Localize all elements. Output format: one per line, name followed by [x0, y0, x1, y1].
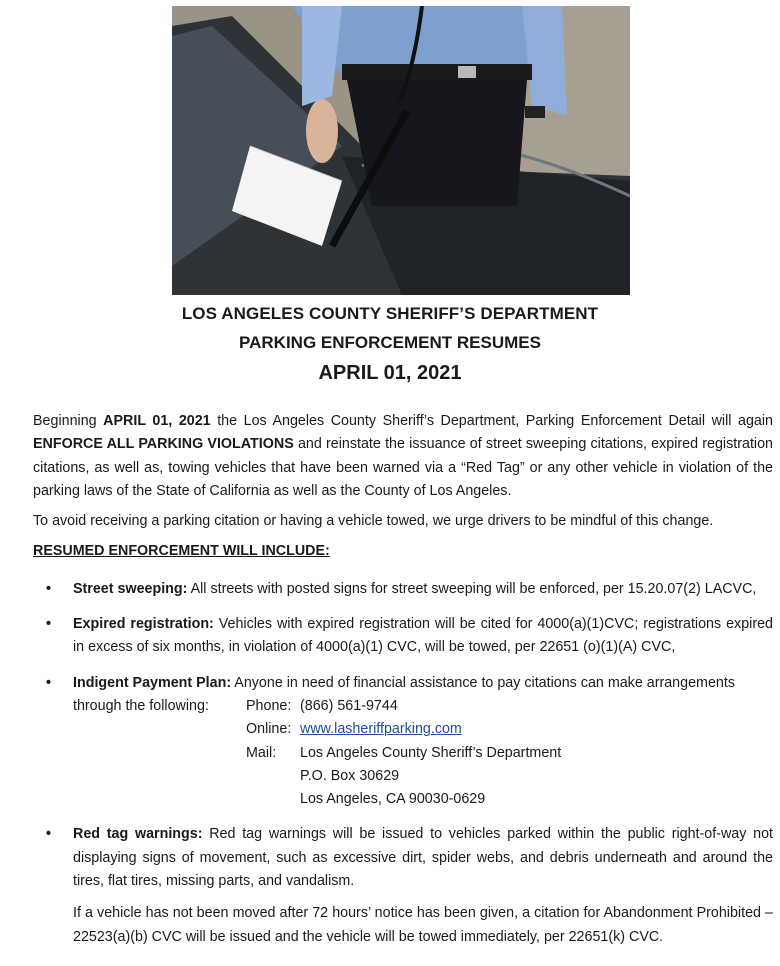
- red-tag-paragraph: [73, 823, 773, 893]
- list-item-red-tag: [33, 823, 773, 948]
- bullet-icon: •: [46, 616, 52, 633]
- mail-label: Mail:: [246, 744, 277, 761]
- officer-ticket-photo: [172, 6, 630, 295]
- payment-plan-intro: [73, 672, 773, 695]
- enforcement-list: [33, 578, 773, 949]
- street-sweeping-text: All streets with posted signs for street sweeping will be enforced, per 15.20.07(2) LACVC,: [187, 580, 757, 597]
- list-item-payment-plan: [33, 672, 773, 812]
- online-label: Online:: [246, 721, 292, 738]
- payment-contact-grid: [73, 695, 773, 811]
- photo-illustration: [172, 6, 630, 295]
- bullet-icon: •: [46, 580, 52, 597]
- list-item-street-sweeping: [33, 578, 773, 601]
- title-date: APRIL 01, 2021: [318, 362, 462, 384]
- payment-plan-text: Anyone in need of financial assistance to pay citations can make arrangements: [231, 674, 735, 691]
- title-department: LOS ANGELES COUNTY SHERIFF’S DEPARTMENT: [181, 304, 599, 323]
- intro-paragraph: [33, 410, 773, 503]
- title-enforcement: PARKING ENFORCEMENT RESUMES: [239, 333, 541, 352]
- intro-text-c: the Los Angeles County Sheriff’s Department, Parking Enforcement Detail will again: [210, 413, 773, 429]
- intro-text-a: Beginning: [33, 413, 104, 429]
- payment-plan-label: Indigent Payment Plan:: [73, 674, 232, 691]
- intro-text-e: and reinstate the issuance of street sweeping citations, expired registration citations, as well as, towing vehicles that have been warned via a “Red Tag” or any other vehicle in violation of the parking laws of the State of California as well as the County of Los Angeles.: [33, 436, 773, 499]
- street-sweeping-label: Street sweeping:: [73, 580, 188, 597]
- phone-label: Phone:: [246, 697, 292, 714]
- list-item-expired-registration: [33, 613, 773, 660]
- notice-body: [33, 410, 773, 949]
- warning-paragraph: To avoid receiving a parking citation or having a vehicle towed, we urge drivers to be mindful of this change.: [33, 513, 714, 530]
- expired-registration-label: Expired registration:: [73, 616, 214, 633]
- through-label: through the following:: [73, 697, 209, 714]
- bullet-icon: •: [46, 826, 52, 843]
- mail-address-line1: Los Angeles County Sheriff’s Department: [300, 744, 562, 761]
- abandonment-paragraph: If a vehicle has not been moved after 72 hours’ notice has been given, a citation for Abandonment Prohibited – 22523(a)(b) CVC will be issued and the vehicle will be towed immediately, per 22651(k) CVC.: [73, 905, 773, 945]
- intro-enforce-bold: ENFORCE ALL PARKING VIOLATIONS: [33, 436, 294, 453]
- expired-registration-text: Vehicles with expired registration will be cited for 4000(a)(1)CVC; registrations expired in excess of six months, in violation of 4000(a)(1) CVC, will be towed, per 22651 (o)(1)(A) CVC,: [73, 616, 773, 656]
- intro-date-bold: APRIL 01, 2021: [103, 413, 211, 429]
- bullet-icon: •: [46, 674, 52, 691]
- red-tag-label: Red tag warnings:: [73, 826, 203, 843]
- phone-number: (866) 561-9744: [300, 697, 398, 714]
- mail-address-line3: Los Angeles, CA 90030-0629: [300, 791, 486, 808]
- mail-address-line2: P.O. Box 30629: [300, 767, 400, 784]
- website-link[interactable]: www.lasheriffparking.com: [300, 721, 462, 738]
- red-tag-text: Red tag warnings will be issued to vehicles parked within the public right-of-way not displaying signs of movement, such as excessive dirt, spider webs, and debris underneath and around the tires, flat tires, missing parts, and vandalism.: [73, 826, 774, 890]
- section-heading: RESUMED ENFORCEMENT WILL INCLUDE:: [33, 543, 330, 560]
